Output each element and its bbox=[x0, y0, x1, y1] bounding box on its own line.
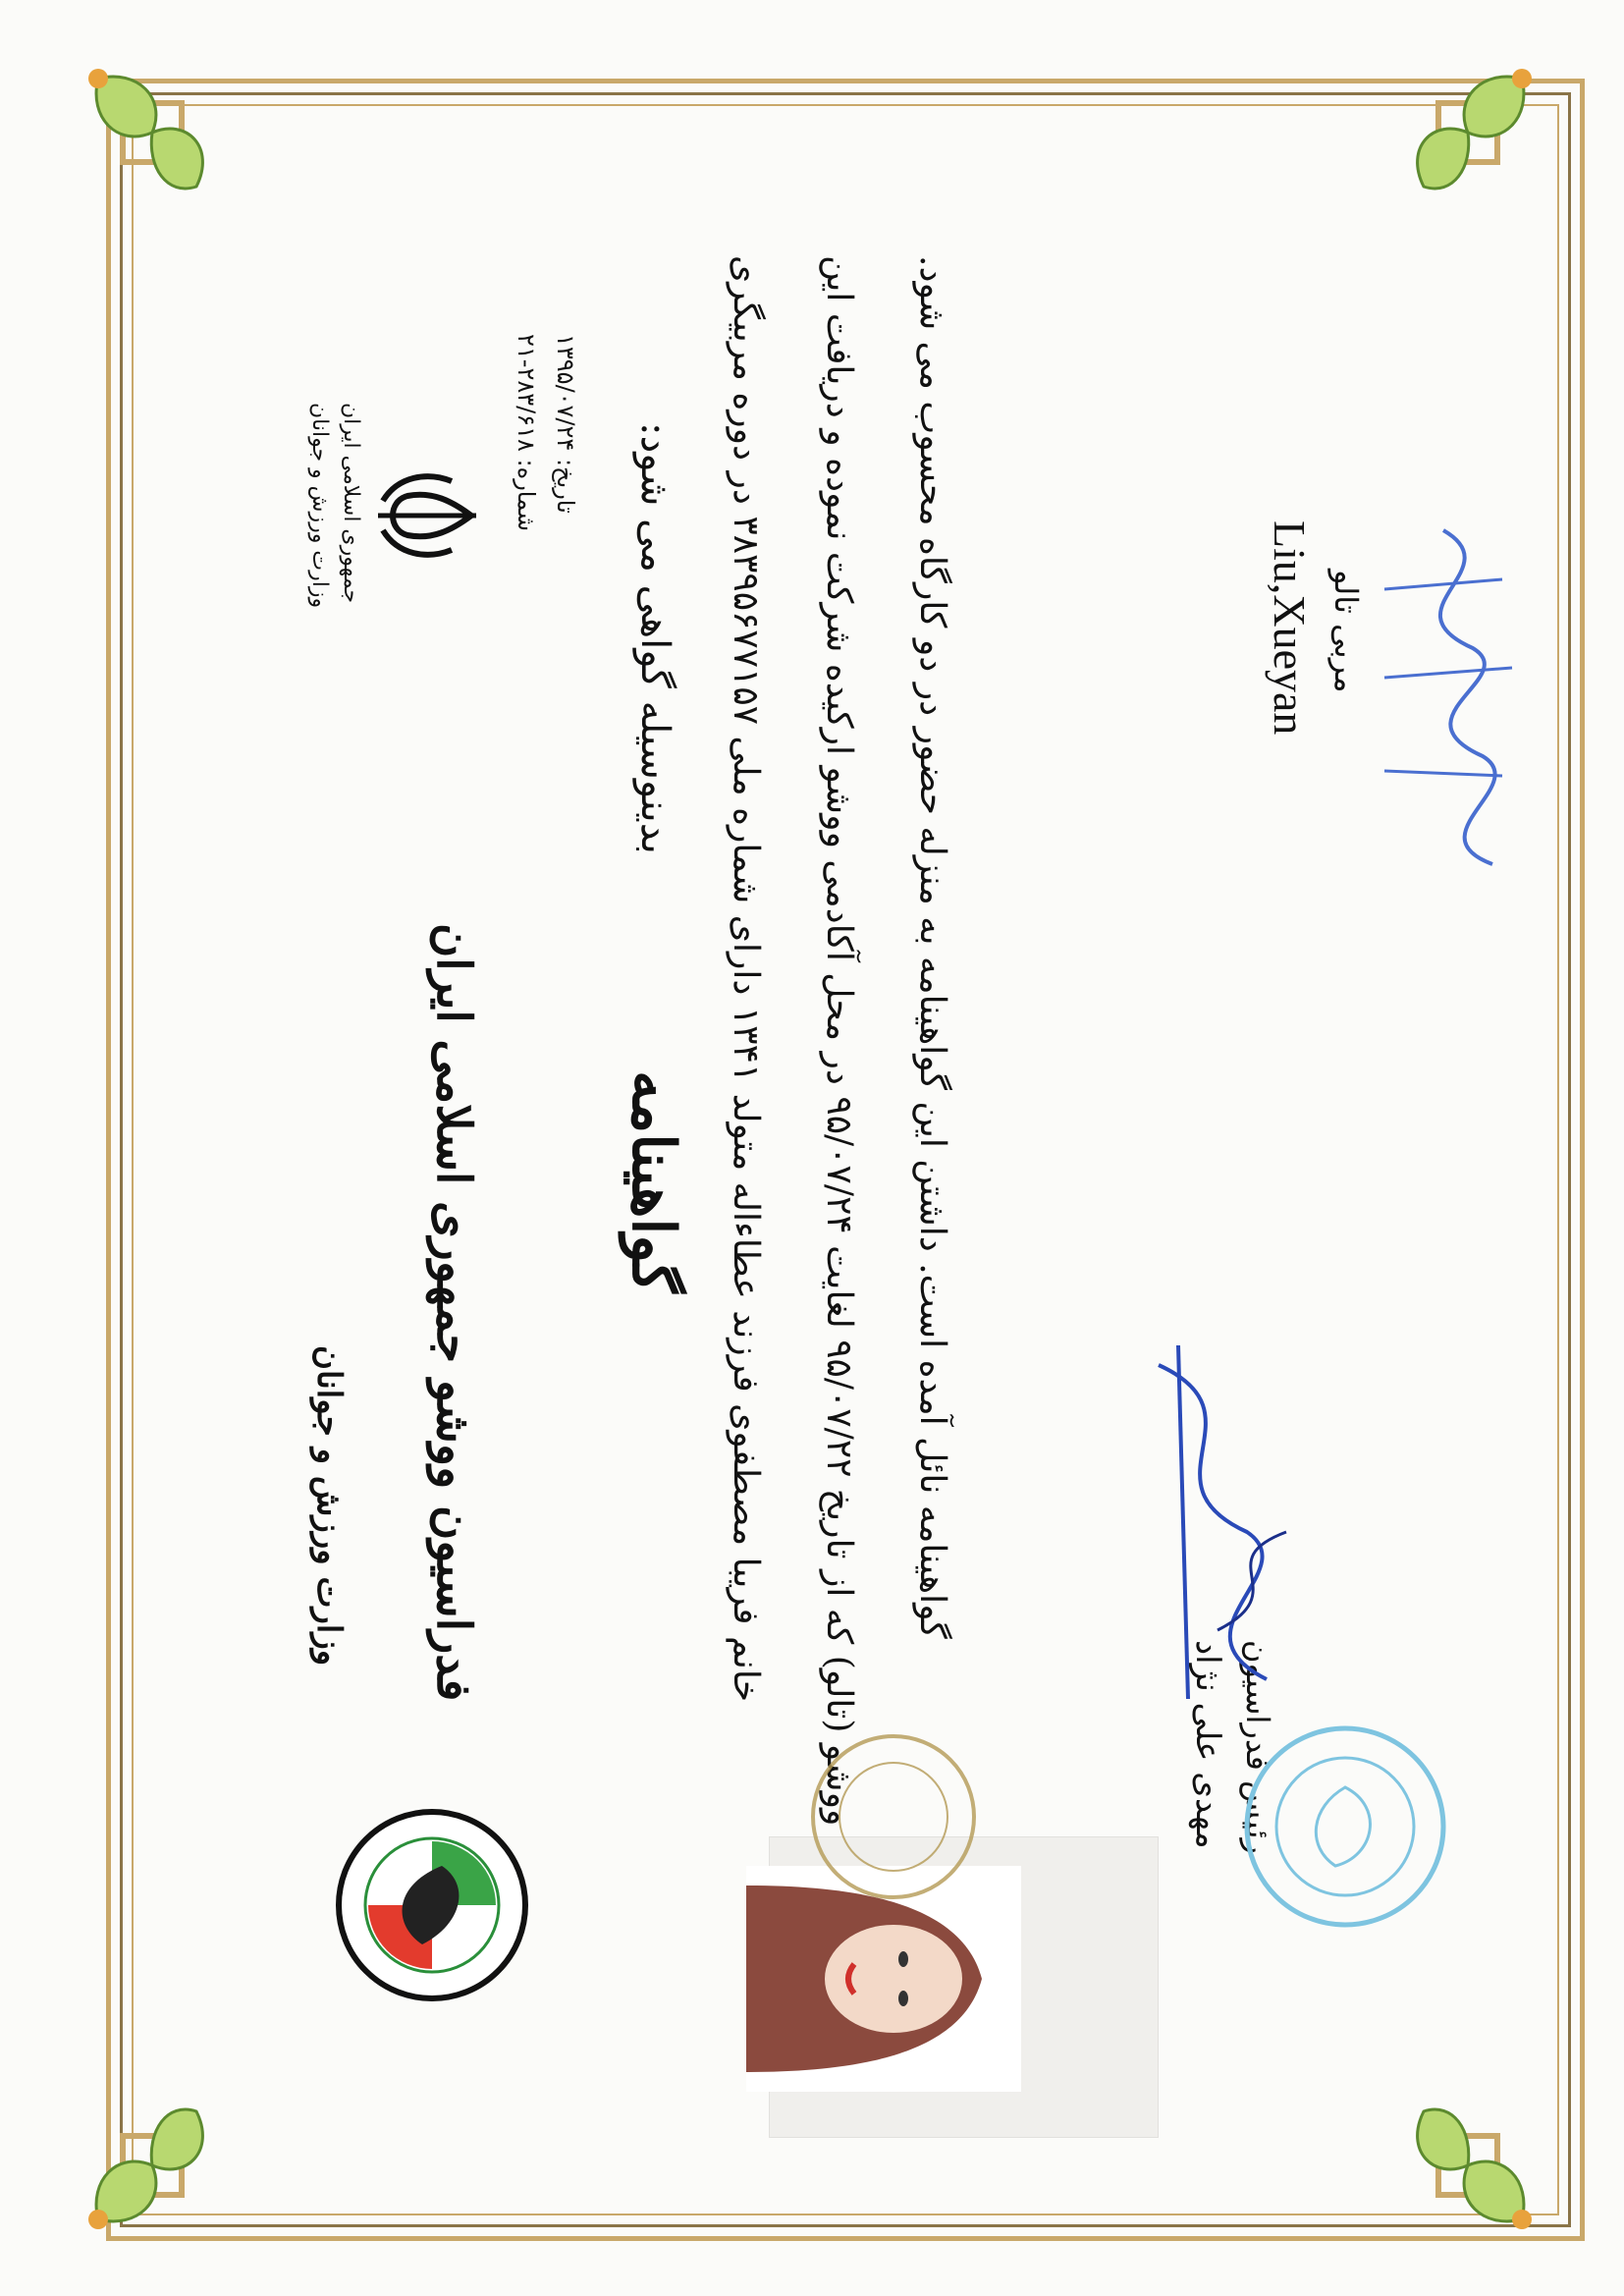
emblem-caption-2: وزارت ورزش و جوانان bbox=[307, 403, 332, 609]
body-line-4: گواهینامه نائل آمده است. داشتن این گواهینامه به منزله حضور در دو کارگاه محسوب می شود. bbox=[912, 255, 952, 1639]
left-signatory-name: مهدی علی نژاد bbox=[1188, 1640, 1227, 1849]
number-label: شماره: bbox=[513, 459, 540, 532]
left-signature-scribble bbox=[1129, 1336, 1326, 1709]
federation-logo bbox=[334, 1807, 530, 2003]
certificate-content bbox=[137, 108, 1571, 2180]
date-label: تاریخ: bbox=[552, 458, 579, 514]
number-value: ۲۸۳/۶۱۸-۲۱ bbox=[513, 334, 540, 452]
ministry-line: وزارت ورزش و جوانان bbox=[309, 1345, 349, 1667]
right-signatory-title: مربی تالو bbox=[1327, 570, 1365, 693]
emblem-caption-1: جمهوری اسلامی ایران bbox=[339, 403, 363, 604]
number-field bbox=[513, 334, 540, 531]
date-field bbox=[552, 334, 579, 514]
body-line-3: ووشو (تالو) که از تاریخ ۹۵/۰۷/۲۲ لغایت ۹۵/۰۷/۲۴ در محل آکادمی ووشو ارکیده شرکت نموده و دریافت این bbox=[819, 255, 859, 1827]
certificate-title: گواهینامه bbox=[619, 1070, 687, 1293]
photo-stamp bbox=[805, 1728, 982, 1905]
right-signatory-name: Liu,Xueyan bbox=[1265, 520, 1315, 736]
body-line-1: بدینوسیله گواهی می شود: bbox=[632, 422, 677, 854]
body-line-2: خانم فریبا مصطفوی فرزند عطاءاله متولد ۱۳۴۱ دارای شماره ملی ۳۸۳۹۵۶۷۷۱۵۷ در دوره مربیگری bbox=[726, 255, 766, 1703]
federation-stamp bbox=[1237, 1719, 1453, 1935]
federation-heading: فدراسیون ووشو جمهوری اسلامی ایران bbox=[426, 923, 481, 1702]
date-value: ۱۳۹۵/۰۷/۲۴ bbox=[552, 334, 579, 452]
right-signature-scribble bbox=[1365, 520, 1532, 874]
left-signatory-title: رئیس فدراسیون bbox=[1239, 1640, 1276, 1854]
iran-emblem-icon bbox=[373, 462, 481, 570]
